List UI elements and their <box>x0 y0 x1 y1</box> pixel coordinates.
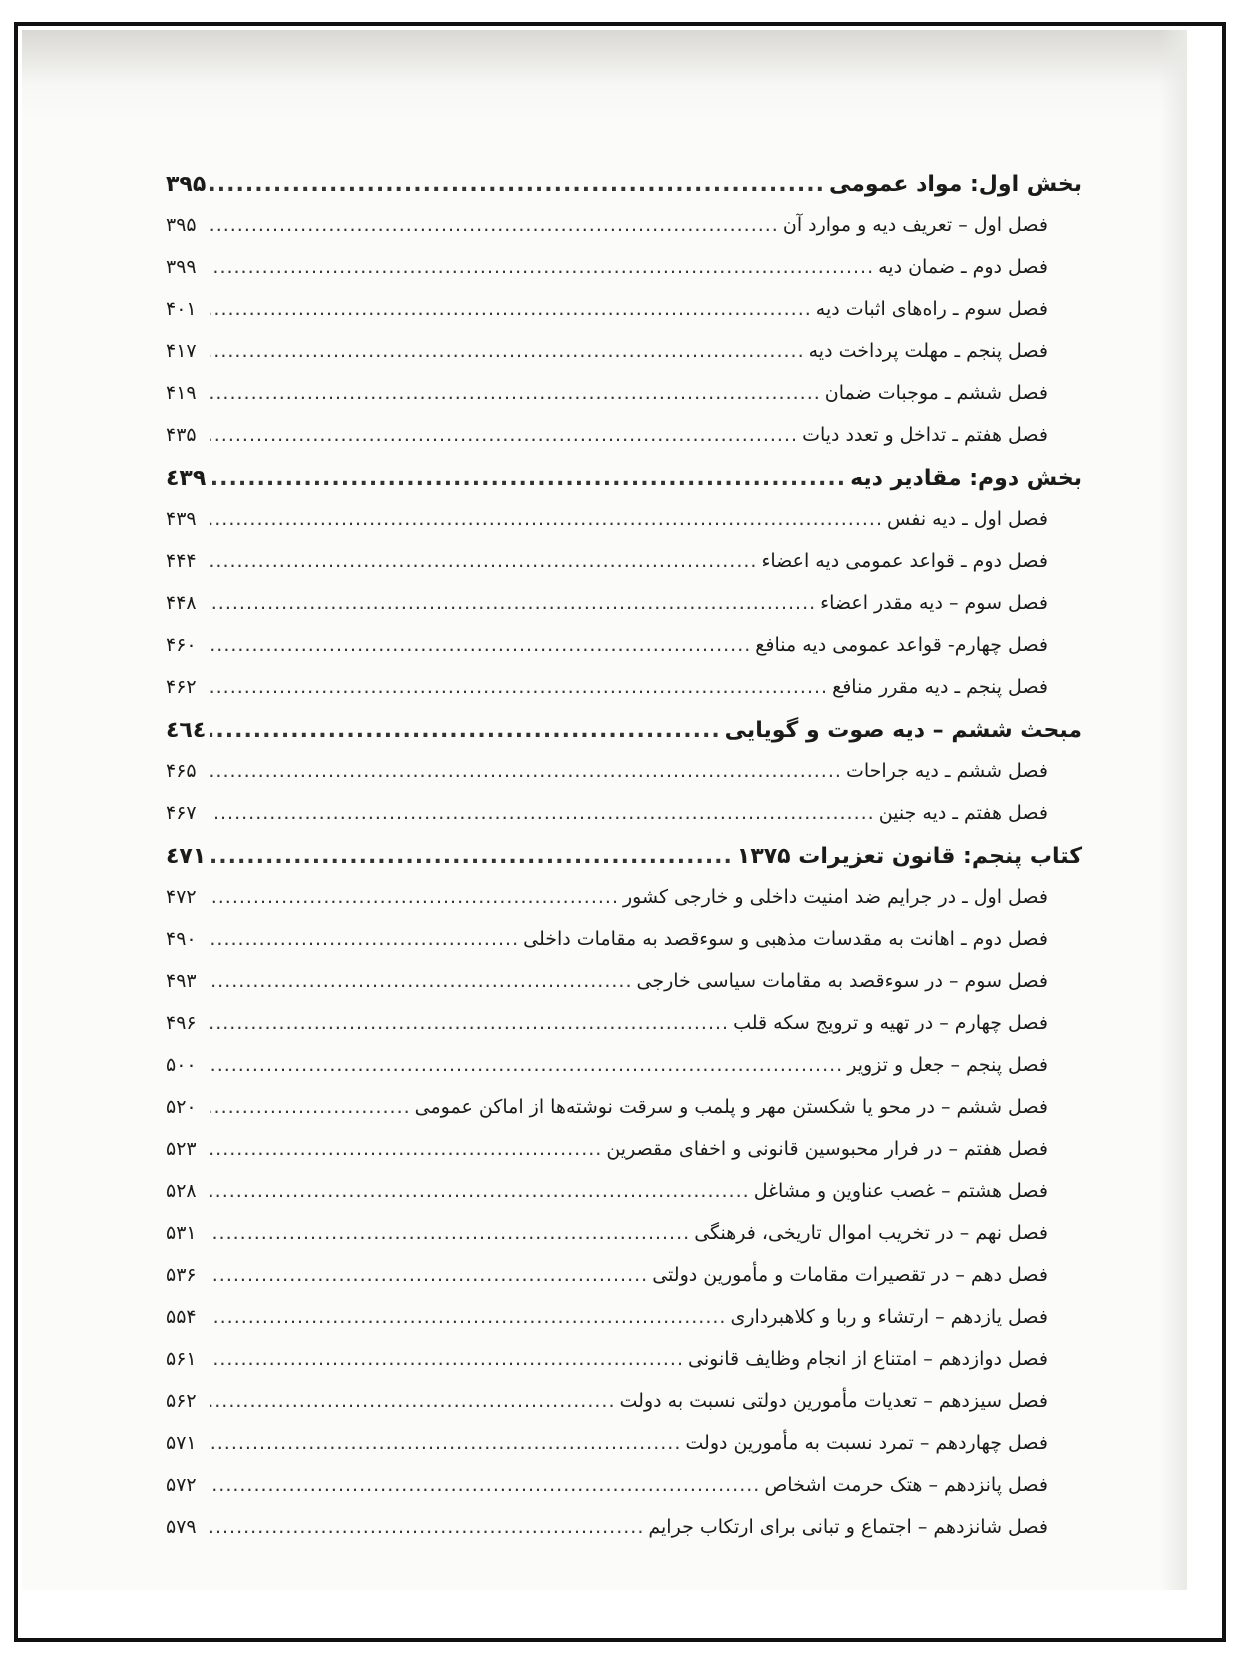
toc-title: فصل دوم ـ ضمان دیه <box>878 256 1048 278</box>
toc-page-number: ۵۷۹ <box>166 1516 197 1538</box>
toc-page-number: ۵۷۲ <box>166 1474 197 1496</box>
toc-leader-dots <box>210 256 874 278</box>
toc-chapter-row <box>166 760 1082 802</box>
toc-leader-dots <box>210 1180 750 1202</box>
toc-page-number: ۴۴۸ <box>166 592 197 614</box>
toc-page-number: ٤٣٩ <box>166 466 207 491</box>
toc-page-number: ۴۹۰ <box>166 928 197 950</box>
toc-chapter-row <box>166 550 1082 592</box>
toc-title: فصل اول ـ دیه نفس <box>887 508 1048 530</box>
toc-page-number: ۵۳۱ <box>166 1222 197 1244</box>
toc-chapter-row <box>166 886 1082 928</box>
toc-chapter-row <box>166 1138 1082 1180</box>
toc-page-number: ۵۲۳ <box>166 1138 197 1160</box>
toc-title: فصل پنجم – جعل و تزویر <box>847 1054 1048 1076</box>
toc-leader-dots <box>210 928 519 950</box>
toc-chapter-row <box>166 1012 1082 1054</box>
toc-title: فصل سوم ـ راه‌های اثبات دیه <box>815 298 1048 320</box>
toc-page-number: ۵۶۲ <box>166 1390 197 1412</box>
toc-leader-dots <box>210 634 751 656</box>
toc-title: فصل نهم – در تخریب اموال تاریخی، فرهنگی <box>694 1222 1048 1244</box>
toc-chapter-row <box>166 340 1082 382</box>
toc-title: فصل سوم – دیه مقدر اعضاء <box>820 592 1048 614</box>
toc-page-number: ٤٦٤ <box>166 718 207 743</box>
toc-section-row <box>166 844 1082 886</box>
toc-page-number: ٤٧١ <box>166 844 207 869</box>
toc-title: فصل سوم – در سوءقصد به مقامات سیاسی خارجی <box>636 970 1048 992</box>
toc-chapter-row <box>166 1390 1082 1432</box>
toc-title: فصل دوازدهم – امتناع از انجام وظایف قانونی <box>688 1348 1048 1370</box>
toc-title: فصل اول – تعریف دیه و موارد آن <box>782 214 1048 236</box>
toc-leader-dots <box>210 718 720 743</box>
toc-page-number: ۳۹۵ <box>166 172 207 197</box>
toc-title: فصل سیزدهم – تعدیات مأمورین دولتی نسبت به دولت <box>619 1390 1048 1412</box>
toc-title: فصل پنجم ـ مهلت پرداخت دیه <box>808 340 1048 362</box>
toc-leader-dots <box>210 1390 616 1412</box>
toc-chapter-row <box>166 256 1082 298</box>
toc-leader-dots <box>210 382 821 404</box>
toc-page-number: ۴۹۶ <box>166 1012 197 1034</box>
toc-chapter-row <box>166 970 1082 1012</box>
toc-chapter-row <box>166 592 1082 634</box>
toc-leader-dots <box>210 340 805 362</box>
toc-page-number: ۵۲۰ <box>166 1096 197 1118</box>
toc-chapter-row <box>166 382 1082 424</box>
toc-leader-dots <box>210 1138 602 1160</box>
toc-title: فصل هفتم ـ دیه جنین <box>878 802 1048 824</box>
toc-page-number: ۴۶۲ <box>166 676 197 698</box>
toc-title: فصل دوم ـ قواعد عمومی دیه اعضاء <box>761 550 1048 572</box>
toc-leader-dots <box>210 424 798 446</box>
toc-title: فصل هفتم ـ تداخل و تعدد دیات <box>802 424 1048 446</box>
toc-leader-dots <box>210 886 619 908</box>
toc-chapter-row <box>166 1222 1082 1264</box>
toc-page-number: ۳۹۵ <box>166 214 197 236</box>
toc-chapter-row <box>166 298 1082 340</box>
toc-page-number: ۴۶۵ <box>166 760 197 782</box>
toc-chapter-row <box>166 1096 1082 1138</box>
toc-chapter-row <box>166 1306 1082 1348</box>
toc-page-number: ۴۶۷ <box>166 802 197 824</box>
toc-title: بخش دوم: مقادیر دیه <box>850 466 1082 491</box>
toc-title: فصل چهارم – در تهیه و ترویج سکه قلب <box>733 1012 1048 1034</box>
toc-chapter-row <box>166 676 1082 718</box>
toc-chapter-row <box>166 802 1082 844</box>
toc-leader-dots <box>210 508 883 530</box>
toc-title: فصل هفتم – در فرار محبوسین قانونی و اخفای مقصرین <box>606 1138 1048 1160</box>
toc-leader-dots <box>210 1306 726 1328</box>
toc-page-number: ۵۳۶ <box>166 1264 197 1286</box>
toc-page-number: ۳۹۹ <box>166 256 197 278</box>
toc-leader-dots <box>210 1096 411 1118</box>
toc-section-row <box>166 466 1082 508</box>
toc-leader-dots <box>210 550 757 572</box>
toc-chapter-row <box>166 928 1082 970</box>
toc-leader-dots <box>210 214 779 236</box>
toc-chapter-row <box>166 1348 1082 1390</box>
toc-page-number: ۴۱۷ <box>166 340 197 362</box>
toc-chapter-row <box>166 1432 1082 1474</box>
toc-leader-dots <box>210 676 828 698</box>
toc-page-number: ۴۰۱ <box>166 298 197 320</box>
toc-title: فصل پنجم ـ دیه مقرر منافع <box>832 676 1048 698</box>
toc-chapter-row <box>166 214 1082 256</box>
toc-leader-dots <box>210 466 846 491</box>
toc-chapter-row <box>166 634 1082 676</box>
toc-title: فصل دوم ـ اهانت به مقدسات مذهبی و سوءقصد به مقامات داخلی <box>523 928 1048 950</box>
toc-chapter-row <box>166 1474 1082 1516</box>
toc-title: فصل پانزدهم – هتک حرمت اشخاص <box>764 1474 1048 1496</box>
toc-title: کتاب پنجم: قانون تعزیرات ۱۳۷۵ <box>736 844 1082 869</box>
toc-page-number: ۴۱۹ <box>166 382 197 404</box>
toc-title: فصل شانزدهم – اجتماع و تبانی برای ارتکاب جرایم <box>648 1516 1048 1538</box>
toc-page-number: ۵۵۴ <box>166 1306 197 1328</box>
toc-leader-dots <box>210 172 825 197</box>
toc-chapter-row <box>166 508 1082 550</box>
toc-leader-dots <box>210 970 633 992</box>
toc-title: فصل یازدهم – ارتشاء و ربا و کلاهبرداری <box>730 1306 1048 1328</box>
toc-title: فصل ششم ـ دیه جراحات <box>845 760 1048 782</box>
toc-title: فصل ششم – در محو یا شکستن مهر و پلمب و سرقت نوشته‌ها از اماکن عمومی <box>414 1096 1048 1118</box>
toc-title: فصل هشتم – غصب عناوین و مشاغل <box>753 1180 1048 1202</box>
page-right-shadow <box>1160 30 1187 1590</box>
toc-leader-dots <box>210 1054 843 1076</box>
toc-leader-dots <box>210 298 812 320</box>
toc-leader-dots <box>210 592 816 614</box>
toc-chapter-row <box>166 424 1082 466</box>
toc-page-number: ۴۴۴ <box>166 550 197 572</box>
toc-page-number: ۵۰۰ <box>166 1054 197 1076</box>
toc-leader-dots <box>210 802 875 824</box>
toc-section-row <box>166 172 1082 214</box>
toc-leader-dots <box>210 1516 644 1538</box>
toc-page-number: ۴۳۹ <box>166 508 197 530</box>
toc-leader-dots <box>210 844 733 869</box>
toc-page-number: ۴۶۰ <box>166 634 197 656</box>
toc-leader-dots <box>210 760 842 782</box>
toc-leader-dots <box>210 1012 729 1034</box>
toc-leader-dots <box>210 1432 681 1454</box>
toc-page-number: ۵۷۱ <box>166 1432 197 1454</box>
toc-chapter-row <box>166 1516 1082 1558</box>
toc-title: فصل چهارم- قواعد عمومی دیه منافع <box>755 634 1048 656</box>
toc-page-number: ۴۹۳ <box>166 970 197 992</box>
toc-title: مبحث ششم – دیه صوت و گویایی <box>724 718 1082 743</box>
toc-leader-dots <box>210 1264 648 1286</box>
toc-chapter-row <box>166 1180 1082 1222</box>
toc-leader-dots <box>210 1474 760 1496</box>
toc-title: فصل دهم – در تقصیرات مقامات و مأمورین دولتی <box>652 1264 1048 1286</box>
toc-title: فصل ششم ـ موجبات ضمان <box>824 382 1048 404</box>
toc-title: فصل اول ـ در جرایم ضد امنیت داخلی و خارجی کشور <box>623 886 1048 908</box>
toc-page-number: ۵۲۸ <box>166 1180 197 1202</box>
toc-page-number: ۴۳۵ <box>166 424 197 446</box>
toc-chapter-row <box>166 1264 1082 1306</box>
toc-page-number: ۵۶۱ <box>166 1348 197 1370</box>
table-of-contents <box>166 172 1082 1558</box>
toc-section-row <box>166 718 1082 760</box>
toc-chapter-row <box>166 1054 1082 1096</box>
toc-leader-dots <box>210 1222 690 1244</box>
toc-title: فصل چهاردهم – تمرد نسبت به مأمورین دولت <box>685 1432 1048 1454</box>
toc-title: بخش اول: مواد عمومی <box>829 172 1082 197</box>
page-top-shadow <box>22 30 1187 120</box>
toc-page-number: ۴۷۲ <box>166 886 197 908</box>
toc-leader-dots <box>210 1348 684 1370</box>
